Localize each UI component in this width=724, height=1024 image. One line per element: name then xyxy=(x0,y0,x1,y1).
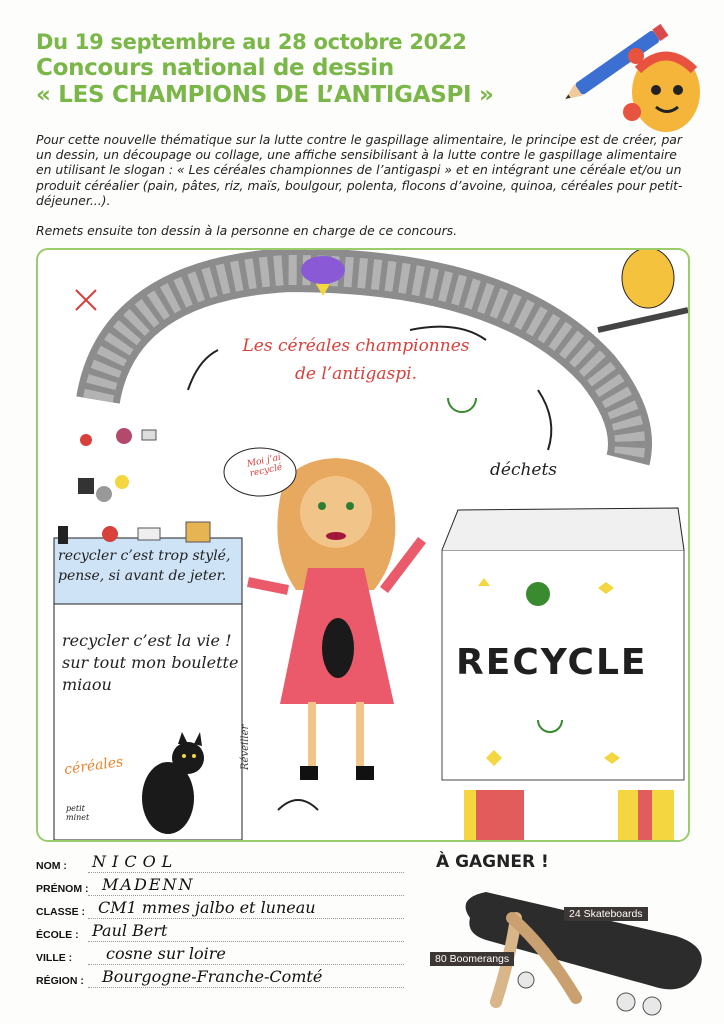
classe-value[interactable]: CM1 mmes jalbo et luneau xyxy=(98,898,316,917)
black-handwritten-note: recycler c’est la vie ! sur tout mon boulette miaou xyxy=(62,631,239,694)
nom-value[interactable]: NICOL xyxy=(92,852,179,871)
speech-bubble-text: Moi j’ai recyclé xyxy=(246,452,284,480)
reveiller-label: Réveiller xyxy=(240,724,251,770)
prize-title: À GAGNER ! xyxy=(436,852,549,872)
prenom-value[interactable]: MADENN xyxy=(102,875,195,894)
prenom-line xyxy=(88,895,404,896)
form-row-region xyxy=(36,967,416,990)
form-row-prenom xyxy=(36,875,416,898)
cereales-label: céréales xyxy=(63,753,125,779)
region-value[interactable]: Bourgogne-Franche-Comté xyxy=(102,967,323,986)
region-label: RÉGION : xyxy=(36,975,84,987)
contest-title: Concours national de dessin xyxy=(36,55,394,81)
ville-line xyxy=(88,964,404,965)
blue-handwritten-note: recycler c’est trop stylé, pense, si avant de jeter. xyxy=(58,548,231,584)
nom-label: NOM : xyxy=(36,860,67,872)
drawing-frame xyxy=(36,248,690,842)
classe-label: CLASSE : xyxy=(36,906,86,918)
form-row-ville xyxy=(36,944,416,967)
skateboards-tag: 24 Skateboards xyxy=(564,907,648,921)
contest-header xyxy=(36,32,576,107)
mascot-grain-pencil-illustration xyxy=(560,12,710,142)
ecole-label: ÉCOLE : xyxy=(36,929,79,941)
boomerangs-tag: 80 Boomerangs xyxy=(430,952,514,966)
intro-paragraph: Pour cette nouvelle thématique sur la lutte contre le gaspillage alimentaire, le principe est de créer, par un dessin, un découpage ou collage, une affiche sensibilisant à la lutte contre le gaspillage alimentaire en utilisant le slogan : « Les céréales championnes de l’antigaspi » et en intégrant une céréale et/ou un produit céréalier (pain, pâtes, riz, maïs, boulgour, polenta, flocons d’avoine, quinoa, céréales pour petit-déjeuner...). xyxy=(36,132,683,208)
prenom-label: PRÉNOM : xyxy=(36,883,89,895)
slogan-line-2: de l’antigaspi. xyxy=(294,364,417,384)
skateboard-boomerang-illustration xyxy=(456,878,716,1018)
intro-instruction: Remets ensuite ton dessin à la personne en charge de ce concours. xyxy=(36,223,458,238)
form-row-classe xyxy=(36,898,416,921)
ecole-value[interactable]: Paul Bert xyxy=(92,921,168,940)
form-row-ecole xyxy=(36,921,416,944)
contest-dates: Du 19 septembre au 28 octobre 2022 xyxy=(36,30,467,54)
classe-line xyxy=(88,918,404,919)
nom-line xyxy=(88,872,404,873)
contest-subtitle: « LES CHAMPIONS DE L’ANTIGASPI » xyxy=(36,82,494,108)
small-note: petit minet xyxy=(66,804,90,822)
ecole-line xyxy=(88,941,404,942)
dechets-label: déchets xyxy=(490,460,558,480)
ville-label: VILLE : xyxy=(36,952,73,964)
form-row-nom xyxy=(36,852,416,875)
entry-form xyxy=(36,852,416,990)
slogan-line-1: Les céréales championnes xyxy=(242,336,470,356)
ville-value[interactable]: cosne sur loire xyxy=(106,944,226,963)
region-line xyxy=(88,987,404,988)
recycle-word: RECYCLE xyxy=(456,642,648,683)
slogan-handwritten xyxy=(226,332,486,388)
